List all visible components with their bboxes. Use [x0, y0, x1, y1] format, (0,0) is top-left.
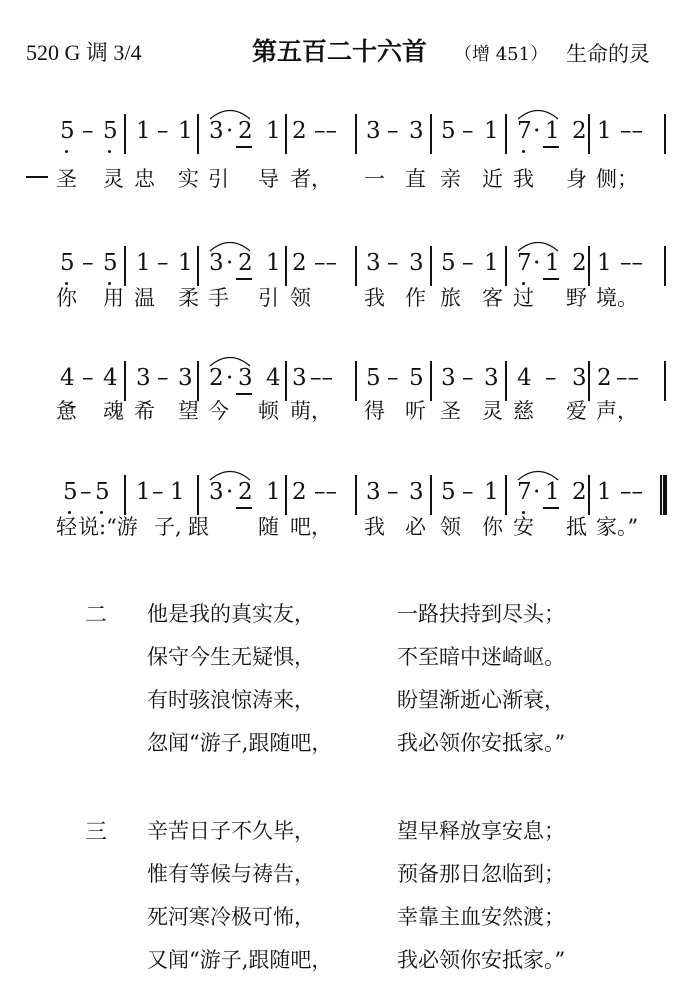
lyric-syllable: 柔	[178, 286, 199, 310]
lyric-leading-dash	[26, 176, 48, 178]
barline	[588, 246, 590, 286]
lyric-syllable: 温	[134, 286, 155, 310]
verse-number: 二	[85, 603, 108, 628]
note: 1	[597, 479, 612, 505]
lyric-syllable: 领	[290, 286, 311, 310]
verse-line-second-half: 我必领你安抵家。”	[397, 731, 566, 755]
lyric-syllable: 者，	[290, 167, 332, 191]
note: 5	[366, 365, 381, 391]
note: 3	[209, 250, 224, 276]
lyric-syllable: 引	[258, 286, 279, 310]
dash-hold: –	[157, 250, 169, 276]
dash-hold: –	[462, 479, 474, 505]
note: 5	[441, 250, 456, 276]
lyric-syllable: 领	[440, 515, 461, 539]
barline	[505, 114, 507, 154]
verse-number: 三	[85, 820, 108, 845]
barline	[124, 114, 126, 154]
note: 5	[60, 118, 75, 144]
barline	[664, 246, 666, 286]
barline	[355, 114, 357, 154]
verse-line-second-half: 不至暗中迷崎岖。	[397, 645, 565, 669]
dot-rhythm: ·	[226, 479, 234, 505]
dash-hold: ––	[620, 118, 643, 144]
lyric-syllable: 一	[364, 167, 385, 191]
dash-hold: –	[545, 365, 557, 391]
dash-hold: –	[387, 118, 399, 144]
octave-dot	[522, 150, 525, 153]
verse-line-first-half: 保守今生无疑惧，	[147, 645, 315, 669]
note: 1	[136, 118, 151, 144]
lyric-syllable: 吧，	[290, 515, 332, 539]
lyric-syllable: 侧；	[596, 167, 638, 191]
dash-hold: –	[387, 479, 399, 505]
lyric-syllable: 声，	[596, 399, 638, 423]
barline	[430, 475, 432, 515]
barline	[124, 246, 126, 286]
dash-hold: –	[462, 118, 474, 144]
note: 5	[60, 250, 75, 276]
note: 1	[266, 118, 281, 144]
hymn-subtitle: （增 451）	[454, 44, 549, 65]
lyric-syllable: 引	[208, 167, 229, 191]
note: 1	[266, 479, 281, 505]
verse-line-second-half: 我必领你安抵家。”	[397, 948, 566, 972]
lyric-syllable: 顿	[258, 399, 279, 423]
lyric-syllable: 惫	[56, 399, 77, 423]
note: 1	[597, 118, 612, 144]
dash-hold: ––	[620, 250, 643, 276]
eighth-underline	[236, 278, 252, 280]
note: 1	[545, 479, 560, 505]
note: 5	[409, 365, 424, 391]
lyric-syllable: 实	[178, 167, 199, 191]
dot-rhythm: ·	[533, 479, 541, 505]
dash-hold: –	[80, 479, 92, 505]
verse-line-first-half: 忽闻“游子,跟随吧，	[147, 731, 333, 755]
dash-hold: –	[82, 365, 94, 391]
slur	[516, 106, 560, 120]
dash-hold: –	[387, 250, 399, 276]
verse-line-first-half: 有时骇浪惊涛来，	[147, 688, 315, 712]
lyric-syllable: 魂	[103, 399, 124, 423]
note: 3	[136, 365, 151, 391]
barline	[285, 475, 287, 515]
lyric-syllable: 灵	[482, 399, 503, 423]
note: 1	[597, 250, 612, 276]
note: 3	[238, 365, 253, 391]
verse-line-first-half: 惟有等候与祷告，	[147, 862, 315, 886]
verse-line-second-half: 一路扶持到尽头；	[397, 602, 565, 626]
lyric-syllable: 过	[513, 286, 534, 310]
note: 2	[572, 479, 587, 505]
lyric-line	[0, 163, 700, 193]
note: 2	[292, 250, 307, 276]
note: 3	[441, 365, 456, 391]
note: 2	[238, 250, 253, 276]
note: 5	[441, 479, 456, 505]
lyric-syllable: 灵	[103, 167, 124, 191]
note: 4	[103, 365, 118, 391]
dash-hold: –	[82, 250, 94, 276]
lyric-syllable: 用	[103, 286, 124, 310]
lyric-syllable: 望	[178, 399, 199, 423]
note: 3	[484, 365, 499, 391]
lyric-line	[0, 511, 700, 541]
lyric-syllable: 跟	[188, 515, 209, 539]
verse-line-second-half: 幸靠主血安然渡；	[397, 905, 565, 929]
note: 1	[484, 118, 499, 144]
note: 3	[409, 250, 424, 276]
note: 1	[136, 250, 151, 276]
lyric-syllable: 安	[513, 515, 534, 539]
lyric-syllable: 境。	[596, 286, 638, 310]
note: 4	[517, 365, 532, 391]
lyric-syllable: 抵	[566, 515, 587, 539]
lyric-syllable: 圣	[56, 167, 77, 191]
eighth-underline	[543, 278, 559, 280]
note: 3	[292, 365, 307, 391]
barline	[430, 246, 432, 286]
verse-line-first-half: 又闻“游子,跟随吧，	[147, 948, 333, 972]
note: 2	[292, 118, 307, 144]
note: 5	[63, 479, 78, 505]
lyric-syllable: 直	[405, 167, 426, 191]
dash-hold: –	[157, 118, 169, 144]
dot-rhythm: ·	[226, 365, 234, 391]
dash-hold: –	[157, 365, 169, 391]
lyric-syllable: 忠	[134, 167, 155, 191]
verse-line-second-half: 望早释放享安息；	[397, 819, 565, 843]
lyric-line	[0, 282, 700, 312]
barline	[197, 475, 199, 515]
dash-hold: ––	[620, 479, 643, 505]
note: 3	[409, 479, 424, 505]
note: 7	[517, 118, 532, 144]
verse-line-first-half: 辛苦日子不久毕，	[147, 819, 315, 843]
lyric-line	[0, 395, 700, 425]
note: 2	[572, 250, 587, 276]
note: 3	[366, 118, 381, 144]
dash-hold: –	[462, 250, 474, 276]
note: 2	[597, 365, 612, 391]
slur	[516, 467, 560, 481]
barline	[285, 114, 287, 154]
note: 3	[209, 479, 224, 505]
note: 2	[238, 118, 253, 144]
hymn-name: 生命的灵	[566, 42, 650, 66]
slur	[516, 238, 560, 252]
hymn-number-key-time: 520 G 调 3/4	[26, 40, 142, 65]
lyric-syllable: 听	[405, 399, 426, 423]
dot-rhythm: ·	[533, 250, 541, 276]
hymn-title: 第五百二十六首	[252, 37, 428, 66]
note: 2	[238, 479, 253, 505]
note: 2	[572, 118, 587, 144]
note: 4	[266, 365, 281, 391]
note: 2	[209, 365, 224, 391]
dash-hold: ––	[310, 365, 333, 391]
note: 3	[366, 479, 381, 505]
note: 3	[178, 365, 193, 391]
note: 7	[517, 479, 532, 505]
verse-line-second-half: 盼望渐逝心渐衰，	[397, 688, 565, 712]
barline	[588, 475, 590, 515]
barline	[430, 114, 432, 154]
note: 3	[366, 250, 381, 276]
barline	[124, 475, 126, 515]
notation-line	[0, 108, 700, 158]
eighth-underline	[543, 507, 559, 509]
dash-hold: –	[387, 365, 399, 391]
barline	[197, 114, 199, 154]
lyric-syllable: 子,	[154, 515, 182, 539]
note: 5	[103, 250, 118, 276]
eighth-underline	[543, 146, 559, 148]
lyric-syllable: 导	[258, 167, 279, 191]
note: 1	[545, 250, 560, 276]
lyric-syllable: 近	[482, 167, 503, 191]
dash-hold: ––	[314, 250, 337, 276]
note: 1	[545, 118, 560, 144]
slur	[208, 353, 252, 367]
lyric-syllable: 我	[364, 286, 385, 310]
lyric-syllable: 你	[56, 286, 77, 310]
note: 1	[170, 479, 185, 505]
note: 5	[441, 118, 456, 144]
lyric-syllable: 我	[364, 515, 385, 539]
lyric-syllable: 萌，	[290, 399, 332, 423]
lyric-syllable: 得	[364, 399, 385, 423]
lyric-syllable: 圣	[440, 399, 461, 423]
barline	[505, 246, 507, 286]
lyric-syllable: 作	[405, 286, 426, 310]
lyric-syllable: 今	[208, 399, 229, 423]
eighth-underline	[236, 507, 252, 509]
dot-rhythm: ·	[226, 250, 234, 276]
note: 5	[95, 479, 110, 505]
note: 2	[292, 479, 307, 505]
dot-rhythm: ·	[533, 118, 541, 144]
lyric-syllable: 旅	[440, 286, 461, 310]
lyric-syllable: 希	[134, 399, 155, 423]
barline	[355, 246, 357, 286]
lyric-syllable: 爱	[566, 399, 587, 423]
dash-hold: –	[462, 365, 474, 391]
lyric-syllable: 轻	[56, 515, 77, 539]
lyric-syllable: 你	[482, 515, 503, 539]
verse-line-second-half: 预备那日忽临到；	[397, 862, 565, 886]
slur	[208, 106, 252, 120]
dot-rhythm: ·	[226, 118, 234, 144]
note: 1	[266, 250, 281, 276]
lyric-syllable: 必	[405, 515, 426, 539]
slur	[208, 238, 252, 252]
dash-hold: –	[82, 118, 94, 144]
note: 1	[484, 479, 499, 505]
octave-dot	[65, 150, 68, 153]
note: 1	[178, 250, 193, 276]
dash-hold: ––	[616, 365, 639, 391]
barline	[197, 246, 199, 286]
barline	[355, 475, 357, 515]
lyric-syllable: 亲	[440, 167, 461, 191]
note: 7	[517, 250, 532, 276]
note: 3	[209, 118, 224, 144]
barline	[588, 114, 590, 154]
lyric-syllable: 家。”	[596, 515, 639, 539]
dash-hold: –	[152, 479, 164, 505]
lyric-syllable: 身	[566, 167, 587, 191]
lyric-syllable: 随	[258, 515, 279, 539]
lyric-syllable: 慈	[513, 399, 534, 423]
barline	[505, 475, 507, 515]
note: 3	[572, 365, 587, 391]
note: 1	[178, 118, 193, 144]
verse-line-first-half: 他是我的真实友，	[147, 602, 315, 626]
dash-hold: ––	[314, 479, 337, 505]
final-barline	[660, 475, 667, 515]
octave-dot	[108, 150, 111, 153]
note: 5	[103, 118, 118, 144]
note: 3	[409, 118, 424, 144]
barline	[664, 114, 666, 154]
note: 1	[136, 479, 151, 505]
verse-line-first-half: 死河寒冷极可怖，	[147, 905, 315, 929]
barline	[285, 246, 287, 286]
lyric-syllable: 客	[482, 286, 503, 310]
lyric-syllable: 我	[513, 167, 534, 191]
note: 4	[60, 365, 75, 391]
lyric-syllable: 说:“游	[78, 515, 138, 539]
note: 1	[484, 250, 499, 276]
eighth-underline	[236, 146, 252, 148]
slur	[208, 467, 252, 481]
lyric-syllable: 手	[208, 286, 229, 310]
dash-hold: ––	[314, 118, 337, 144]
lyric-syllable: 野	[566, 286, 587, 310]
